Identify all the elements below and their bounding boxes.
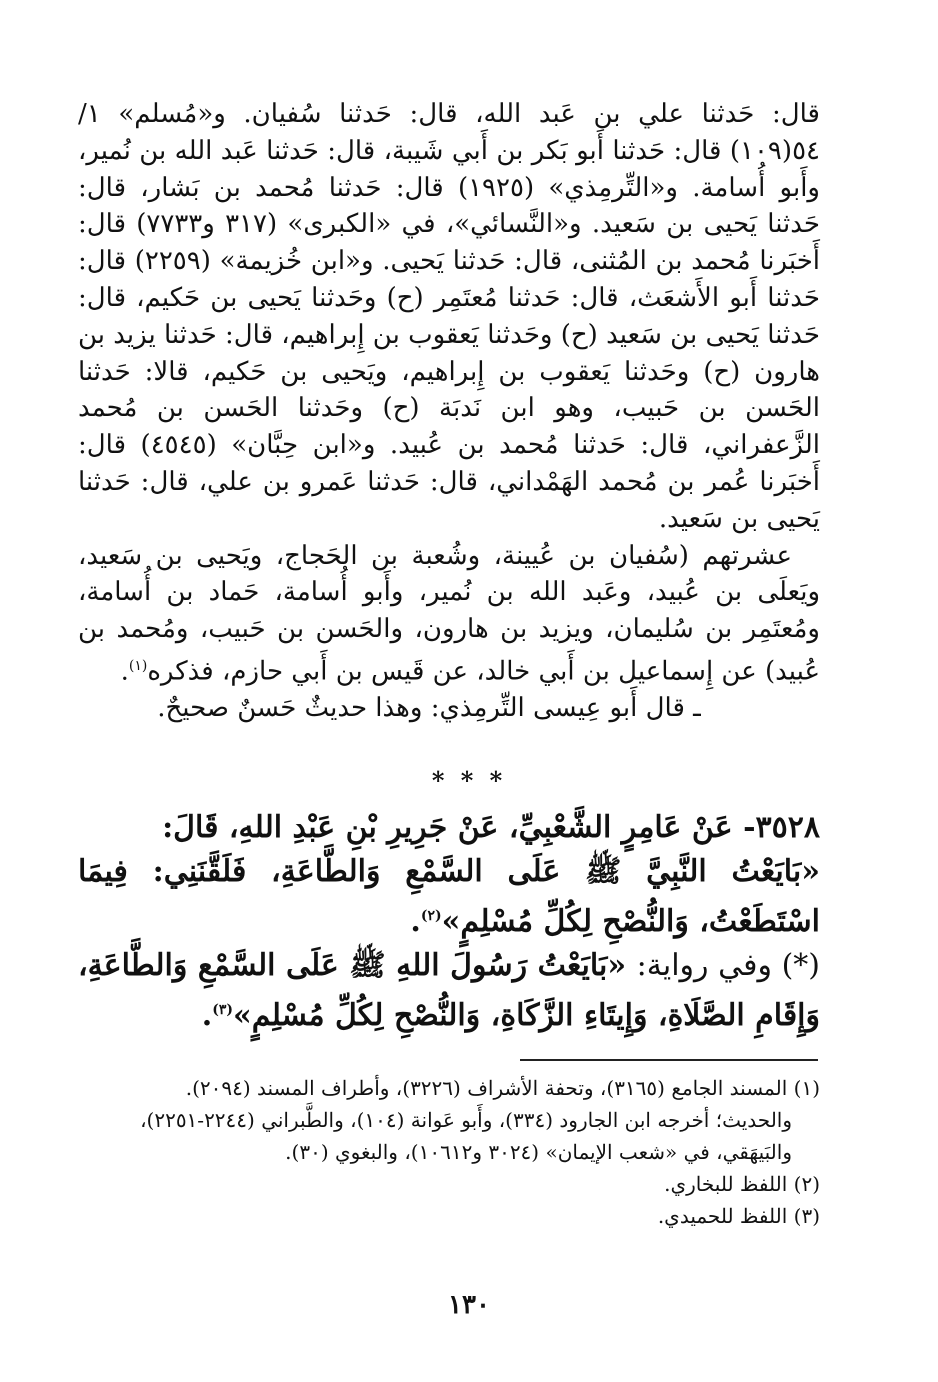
footnote-1-continuation: والحديث؛ أخرجه ابن الجارود (٣٣٤)، وأَبو عَوانة (١٠٤)، والطَّبراني (٢٢٤٤-٢٢٥١)، والبَيهَقي، في «شعب الإيمان» (٣٠٢٤ و١٠٦١٢)، والبغوي (٣٠). [140,1108,792,1164]
footnote-1: (١) المسند الجامع (٣١٦٥)، وتحفة الأشراف (٣٢٢٦)، وأطراف المسند (٢٠٩٤). [185,1076,820,1100]
hadith-text-line [78,850,820,944]
hadith-intro-line [78,806,820,850]
hadith-variant-line [78,944,820,1038]
hadith-intro: عَنْ عَامِرٍ الشَّعْبِيِّ، عَنْ جَرِيرِ بْنِ عَبْدِ اللهِ، قَالَ: [162,810,733,845]
narrators-end: . [120,656,129,687]
footnote-ref-1[interactable]: (١) [128,657,148,674]
footnote-ref-3[interactable]: (٣) [212,1002,234,1018]
footnote-3: (٣) اللفظ للحميدي. [657,1204,820,1228]
page-number: ١٣٠ [448,1290,490,1320]
isnad-chain-paragraph: قال: حَدثنا علي بن عَبد الله، قال: حَدثنا سُفيان. و«مُسلم» ١/ ٥٤(١٠٩) قال: حَدثنا أَبو بَكر بن أَبي شَيبة، قال: حَدثنا عَبد الله بن نُمير، وأَبو أُسامة. و«التِّرمِذي» (١٩٢٥) قال: حَدثنا مُحمد بن بَشار، قال: حَدثنا يَحيى بن سَعيد. و«النَّسائي»، في «الكبرى» (٣١٧ و٧٧٣٣) قال: أَخبَرنا مُحمد بن المُثنى، قال: حَدثنا يَحيى. و«ابن خُزيمة» (٢٢٥٩) قال: حَدثنا أَبو الأَشعَث، قال: حَدثنا مُعتَمِر (ح) وحَدثنا يَحيى بن حَكيم، قال: حَدثنا يَحيى بن سَعيد (ح) وحَدثنا يَعقوب بن إِبراهيم، قال: حَدثنا يزيد بن هارون (ح) وحَدثنا يَعقوب بن إِبراهيم، ويَحيى بن حَكيم، قالا: حَدثنا الحَسن بن حَبيب، وهو ابن نَدبَة (ح) وحَدثنا الحَسن بن مُحمد الزَّعفراني، قال: حَدثنا مُحمد بن عُبيد. و«ابن حِبَّان» (٤٥٤٥) قال: أَخبَرنا عُمر بن مُحمد الهَمْداني، قال: حَدثنا عَمرو بن علي، قال: حَدثنا يَحيى بن سَعيد. [77,99,820,534]
variant-label: (*) وفي رواية: [636,948,820,983]
hadith-block [78,806,820,1038]
hadith-number: ٣٥٢٨- [743,810,820,845]
section-separator: * * * [431,766,507,795]
footnotes [78,1072,820,1232]
narrators-text: عشرتهم (سُفيان بن عُيينة، وشُعبة بن الحَجاج، ويَحيى بن سَعيد، ويَعلَى بن عُبيد، وعَبد الله بن نُمير، وأَبو أُسامة، حَماد بن أُسامة، ومُعتَمِر بن سُليمان، ويزيد بن هارون، والحَسن بن حَبيب، ومُحمد بن عُبيد) عن إِسماعيل بن أَبي خالد، عن قَيس بن أَبي حازم، فذكره [78,540,820,687]
tirmidhi-conclusion: ـ قال أَبو عِيسى التِّرمِذي: وهذا حديثٌ حَسنٌ صحيحٌ. [157,693,701,724]
footnote-divider [520,1059,818,1061]
footnote-ref-2[interactable]: (٢) [420,908,442,924]
hadith-text-end: . [410,904,421,939]
hadith-text: «بَايَعْتُ النَّبِيَّ ﷺ عَلَى السَّمْعِ وَالطَّاعَةِ، فَلَقَّنَنِي: فِيمَا اسْتَطَعْتُ، وَالنُّصْحِ لِكُلِّ مُسْلِمٍ» [78,854,820,939]
main-text [78,96,820,727]
variant-text: «بَايَعْتُ رَسُولَ اللهِ ﷺ عَلَى السَّمْعِ وَالطَّاعَةِ، وَإِقَامِ الصَّلَاةِ، وَإِيتَاءِ الزَّكَاةِ، وَالنُّصْحِ لِكُلِّ مُسْلِمٍ» [78,948,820,1033]
narrators-paragraph [78,538,820,691]
footnote-2: (٢) اللفظ للبخاري. [664,1172,820,1196]
variant-end: . [201,998,213,1033]
